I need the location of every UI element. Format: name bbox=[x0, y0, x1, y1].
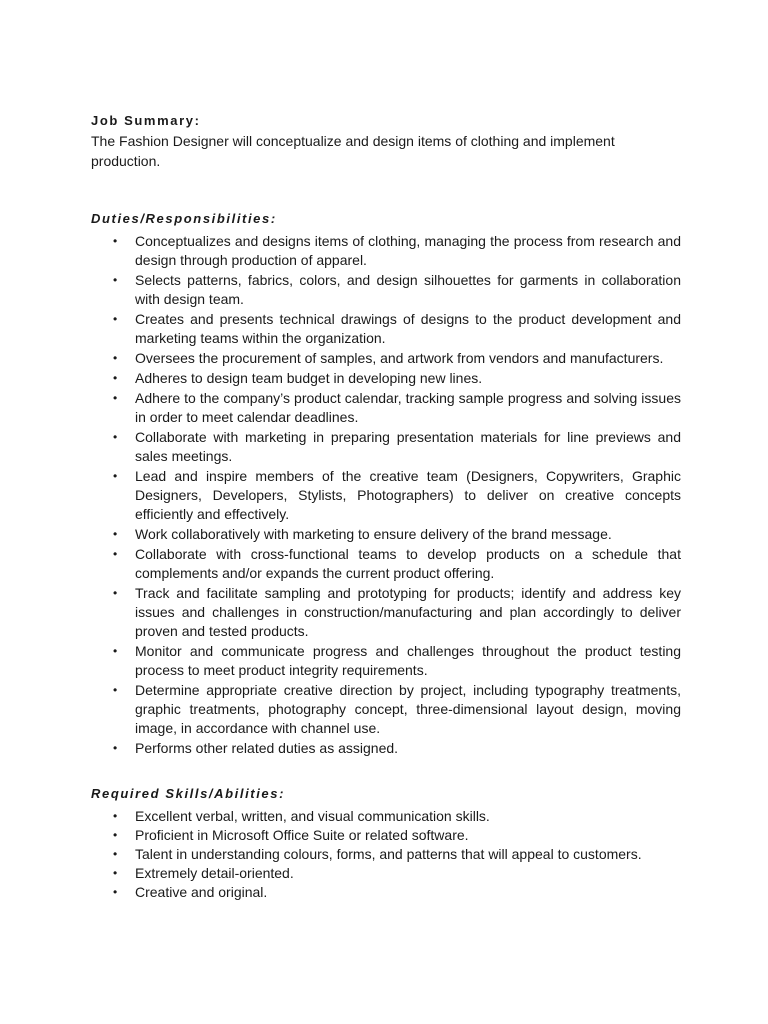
list-item-text: Extremely detail-oriented. bbox=[135, 865, 294, 881]
bullet-icon: • bbox=[113, 885, 118, 899]
list-item-text: Adhere to the company’s product calendar, tracking sample progress and solving issues in order to meet calendar deadlines. bbox=[135, 390, 681, 425]
list-item bbox=[91, 467, 681, 524]
bullet-icon: • bbox=[113, 809, 118, 823]
list-item bbox=[91, 232, 681, 270]
list-item bbox=[91, 271, 681, 309]
bullet-icon: • bbox=[113, 312, 118, 326]
list-item bbox=[91, 681, 681, 738]
job-summary-text: The Fashion Designer will conceptualize and design items of clothing and implement production. bbox=[91, 133, 615, 169]
bullet-icon: • bbox=[113, 866, 118, 880]
list-item-text: Creates and presents technical drawings of designs to the product development and marketing teams within the organization. bbox=[135, 311, 681, 346]
duties-list bbox=[91, 232, 681, 758]
list-item-text: Determine appropriate creative direction by project, including typography treatments, graphic treatments, photography concept, three-dimensional layout design, moving image, in accordance with channel use. bbox=[135, 682, 681, 736]
list-item bbox=[91, 310, 681, 348]
bullet-icon: • bbox=[113, 371, 118, 385]
list-item-text: Proficient in Microsoft Office Suite or related software. bbox=[135, 827, 469, 843]
bullet-icon: • bbox=[113, 828, 118, 842]
list-item bbox=[91, 845, 681, 864]
list-item bbox=[91, 883, 681, 902]
list-item-text: Selects patterns, fabrics, colors, and design silhouettes for garments in collaboration with design team. bbox=[135, 272, 681, 307]
list-item bbox=[91, 807, 681, 826]
list-item-text: Track and facilitate sampling and prototyping for products; identify and address key issues and challenges in construction/manufacturing and plan accordingly to deliver proven and tested products. bbox=[135, 585, 681, 639]
list-item bbox=[91, 428, 681, 466]
job-summary-heading: Job Summary: bbox=[91, 113, 201, 128]
bullet-icon: • bbox=[113, 351, 118, 365]
list-item bbox=[91, 525, 681, 544]
job-summary-section bbox=[91, 112, 681, 171]
list-item bbox=[91, 389, 681, 427]
bullet-icon: • bbox=[113, 430, 118, 444]
bullet-icon: • bbox=[113, 234, 118, 248]
duties-heading: Duties/Responsibilities: bbox=[91, 211, 277, 226]
bullet-icon: • bbox=[113, 847, 118, 861]
list-item-text: Performs other related duties as assigned. bbox=[135, 740, 399, 756]
list-item-text: Lead and inspire members of the creative team (Designers, Copywriters, Graphic Designers, Developers, Stylists, Photographers) to deliver on creative concepts efficiently and effectively. bbox=[135, 468, 681, 522]
list-item bbox=[91, 349, 681, 368]
list-item-text: Collaborate with marketing in preparing presentation materials for line previews and sales meetings. bbox=[135, 429, 681, 464]
bullet-icon: • bbox=[113, 527, 118, 541]
skills-section bbox=[91, 785, 681, 902]
list-item bbox=[91, 369, 681, 388]
list-item bbox=[91, 864, 681, 883]
bullet-icon: • bbox=[113, 644, 118, 658]
list-item bbox=[91, 739, 681, 758]
duties-section bbox=[91, 210, 681, 758]
list-item-text: Talent in understanding colours, forms, and patterns that will appeal to customers. bbox=[135, 846, 642, 862]
document-page bbox=[91, 112, 681, 902]
list-item-text: Adheres to design team budget in developing new lines. bbox=[135, 370, 483, 386]
list-item-text: Creative and original. bbox=[135, 884, 268, 900]
list-item bbox=[91, 584, 681, 641]
list-item bbox=[91, 545, 681, 583]
list-item-text: Collaborate with cross-functional teams to develop products on a schedule that complements and/or expands the current product offering. bbox=[135, 546, 681, 581]
list-item-text: Oversees the procurement of samples, and artwork from vendors and manufacturers. bbox=[135, 350, 664, 366]
skills-list bbox=[91, 807, 681, 902]
list-item bbox=[91, 826, 681, 845]
list-item-text: Monitor and communicate progress and challenges throughout the product testing process to meet product integrity requirements. bbox=[135, 643, 681, 678]
bullet-icon: • bbox=[113, 741, 118, 755]
bullet-icon: • bbox=[113, 273, 118, 287]
list-item bbox=[91, 642, 681, 680]
bullet-icon: • bbox=[113, 391, 118, 405]
bullet-icon: • bbox=[113, 547, 118, 561]
list-item-text: Work collaboratively with marketing to ensure delivery of the brand message. bbox=[135, 526, 612, 542]
bullet-icon: • bbox=[113, 469, 118, 483]
bullet-icon: • bbox=[113, 586, 118, 600]
list-item-text: Excellent verbal, written, and visual communication skills. bbox=[135, 808, 490, 824]
bullet-icon: • bbox=[113, 683, 118, 697]
skills-heading: Required Skills/Abilities: bbox=[91, 786, 286, 801]
list-item-text: Conceptualizes and designs items of clothing, managing the process from research and design through production of apparel. bbox=[135, 233, 681, 268]
